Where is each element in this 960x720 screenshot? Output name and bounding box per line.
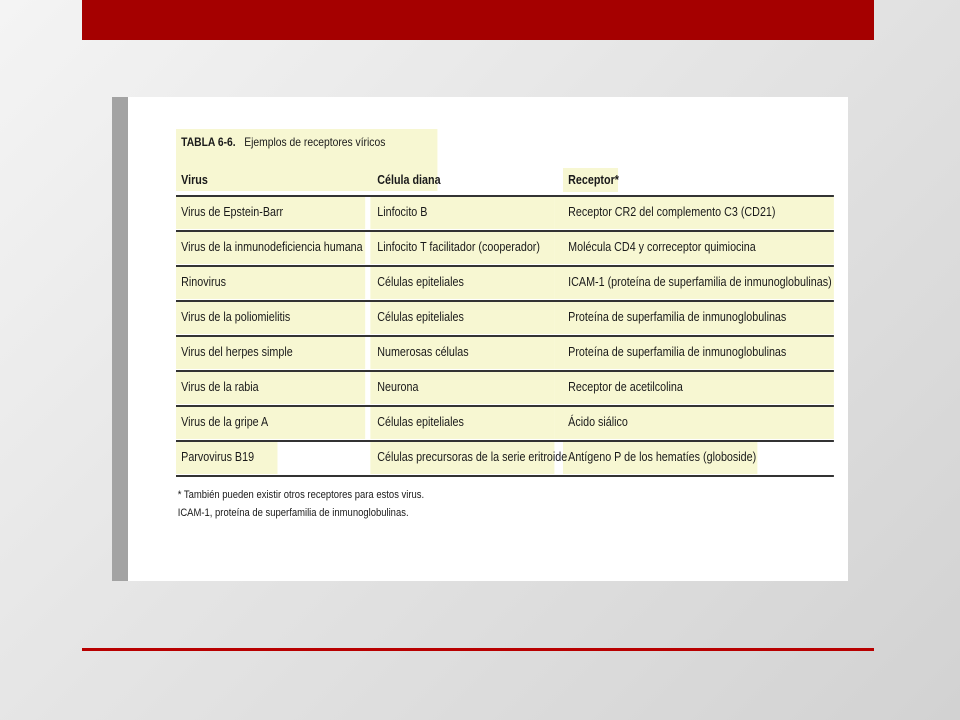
cell-virus: Virus de la inmunodeficiencia humana bbox=[181, 240, 363, 254]
table-row bbox=[176, 372, 834, 404]
table-row bbox=[176, 302, 834, 334]
cell-receptor: Proteína de superfamilia de inmunoglobulinas bbox=[568, 345, 787, 359]
image-left-border bbox=[112, 97, 128, 581]
bottom-accent-rule bbox=[82, 648, 874, 651]
cell-receptor: Receptor de acetilcolina bbox=[568, 380, 683, 394]
cell-receptor: Ácido siálico bbox=[568, 415, 628, 429]
table-caption bbox=[181, 135, 385, 149]
cell-celula-diana: Linfocito T facilitador (cooperador) bbox=[377, 240, 540, 254]
table-row bbox=[176, 197, 834, 229]
cell-celula-diana: Numerosas células bbox=[377, 345, 469, 359]
cell-virus: Virus de la poliomielitis bbox=[181, 310, 291, 324]
cell-celula-diana: Células epiteliales bbox=[377, 275, 464, 289]
footnote: * También pueden existir otros receptores para estos virus. bbox=[177, 489, 425, 501]
caption-text: Ejemplos de receptores víricos bbox=[244, 135, 386, 149]
cell-celula-diana: Linfocito B bbox=[377, 205, 428, 219]
cell-celula-diana: Células epiteliales bbox=[377, 310, 464, 324]
row-divider bbox=[176, 475, 834, 477]
cell-receptor: Proteína de superfamilia de inmunoglobulinas bbox=[568, 310, 787, 324]
cell-receptor: Antígeno P de los hematíes (globoside) bbox=[568, 450, 757, 464]
table-row bbox=[176, 232, 834, 264]
table-row bbox=[176, 407, 834, 439]
cell-receptor: ICAM-1 (proteína de superfamilia de inmunoglobulinas) bbox=[568, 275, 832, 289]
table-row bbox=[176, 442, 834, 474]
top-accent-bar bbox=[82, 0, 874, 40]
cell-celula-diana: Neurona bbox=[377, 380, 419, 394]
cell-virus: Virus de la rabia bbox=[181, 380, 259, 394]
cell-celula-diana: Células precursoras de la serie eritroide bbox=[377, 450, 568, 464]
caption-label: TABLA 6-6. bbox=[181, 135, 236, 149]
cell-receptor: Molécula CD4 y correceptor quimiocina bbox=[568, 240, 756, 254]
cell-virus: Virus de la gripe A bbox=[181, 415, 269, 429]
cell-virus: Rinovirus bbox=[181, 275, 226, 289]
table-image bbox=[112, 97, 848, 581]
cell-virus: Virus del herpes simple bbox=[181, 345, 293, 359]
cell-virus: Virus de Epstein-Barr bbox=[181, 205, 284, 219]
header-receptor: Receptor* bbox=[568, 173, 619, 187]
footnote: ICAM-1, proteína de superfamilia de inmunoglobulinas. bbox=[177, 507, 409, 519]
table-row bbox=[176, 267, 834, 299]
header-virus: Virus bbox=[181, 173, 208, 187]
table-row bbox=[176, 337, 834, 369]
header-celula-diana: Célula diana bbox=[377, 173, 441, 187]
cell-celula-diana: Células epiteliales bbox=[377, 415, 464, 429]
cell-virus: Parvovirus B19 bbox=[181, 450, 255, 464]
cell-receptor: Receptor CR2 del complemento C3 (CD21) bbox=[568, 205, 776, 219]
